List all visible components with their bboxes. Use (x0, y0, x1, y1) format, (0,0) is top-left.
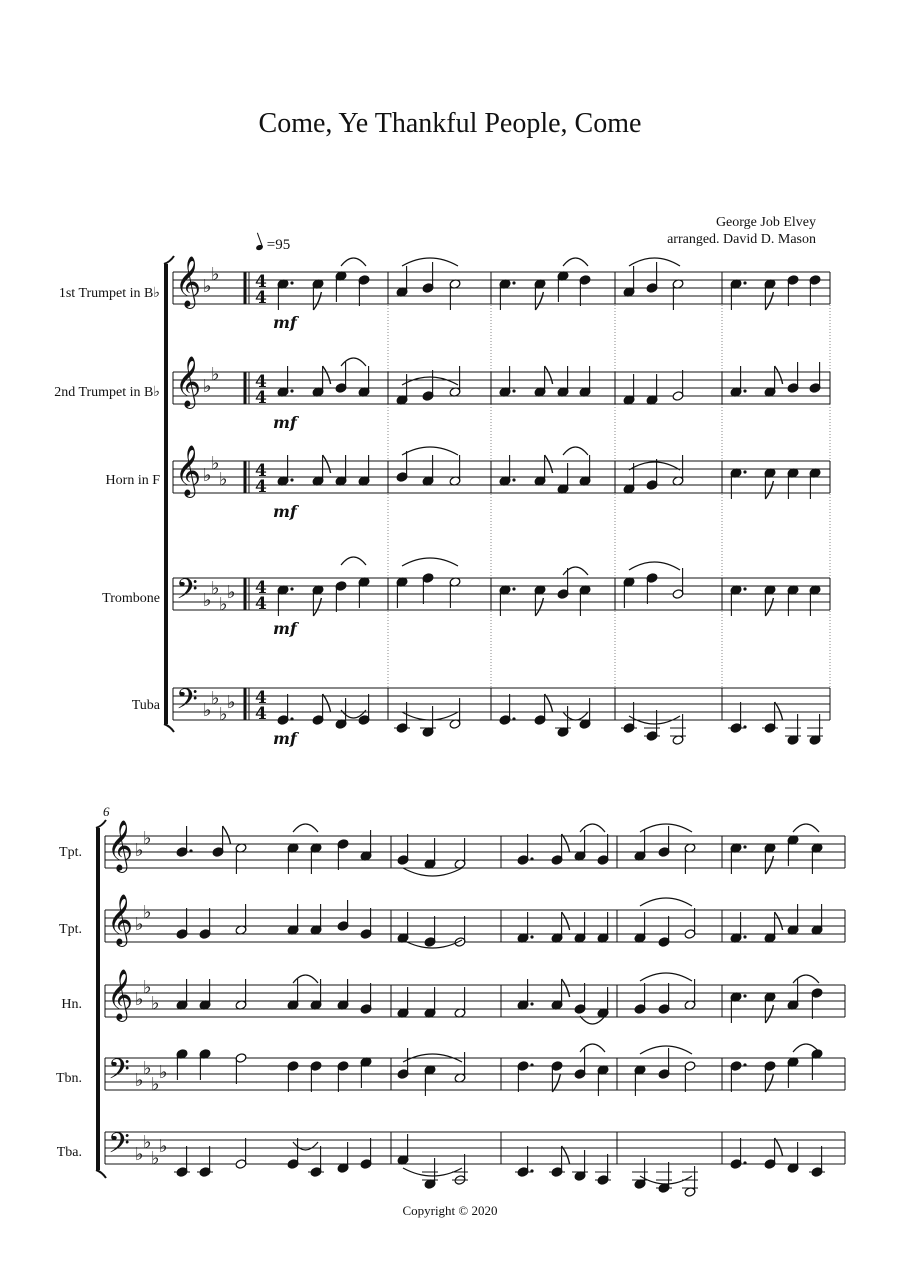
eighth-flag (323, 455, 331, 473)
eighth-flag (313, 292, 321, 310)
augmentation-dot (743, 470, 746, 473)
time-signature: 4 (255, 688, 267, 708)
slur (341, 557, 366, 565)
augmentation-dot (290, 717, 293, 720)
time-signature: 4 (255, 704, 267, 724)
eighth-flag (562, 979, 570, 997)
system-bracket (164, 256, 174, 264)
eighth-flag (765, 856, 773, 874)
flat-icon: ♭ (135, 840, 144, 861)
augmentation-dot (530, 935, 533, 938)
slur (629, 258, 680, 266)
slur (402, 447, 458, 455)
slur (293, 824, 318, 832)
slur (402, 377, 458, 385)
flat-icon: ♭ (143, 828, 152, 849)
flat-icon: ♭ (211, 578, 220, 599)
eighth-flag (765, 1005, 773, 1023)
flat-icon: ♭ (219, 704, 228, 725)
flat-icon: ♭ (203, 700, 212, 721)
flat-icon: ♭ (211, 688, 220, 709)
slur (563, 447, 588, 455)
flat-icon: ♭ (159, 1136, 168, 1157)
augmentation-dot (512, 587, 515, 590)
augmentation-dot (512, 478, 515, 481)
augmentation-dot (530, 857, 533, 860)
eighth-flag (545, 455, 553, 473)
slur (402, 558, 458, 566)
measure-number: 6 (103, 804, 110, 819)
slur (580, 1044, 605, 1052)
eighth-flag (313, 598, 321, 616)
slur (402, 258, 458, 266)
augmentation-dot (512, 717, 515, 720)
augmentation-dot (743, 587, 746, 590)
augmentation-dot (512, 389, 515, 392)
eighth-flag (765, 598, 773, 616)
eighth-flag (552, 1074, 560, 1092)
score-title: Come, Ye Thankful People, Come (258, 108, 642, 139)
instrument-label-tba: Tba. (56, 1145, 82, 1160)
eighth-flag (323, 694, 331, 712)
bass-clef-icon: 𝄢 (176, 573, 198, 613)
time-signature: 4 (255, 461, 267, 481)
time-signature: 4 (255, 578, 267, 598)
dynamic-marking: mf (273, 619, 297, 638)
augmentation-dot (743, 281, 746, 284)
slur (640, 1046, 692, 1054)
flat-icon: ♭ (219, 469, 228, 490)
flat-icon: ♭ (135, 1144, 144, 1165)
slur (563, 258, 588, 266)
eighth-flag (765, 1074, 773, 1092)
time-signature: 4 (255, 594, 267, 614)
flat-icon: ♭ (203, 465, 212, 486)
eighth-flag (765, 481, 773, 499)
flat-icon: ♭ (151, 1074, 160, 1095)
instrument-label-trombone: Trombone (102, 591, 160, 606)
bass-clef-icon: 𝄢 (108, 1127, 130, 1167)
instrument-label-tbn: Tbn. (55, 1071, 82, 1086)
flat-icon: ♭ (203, 590, 212, 611)
flat-icon: ♭ (143, 902, 152, 923)
eighth-flag (775, 366, 783, 384)
slur (793, 824, 819, 832)
flat-icon: ♭ (211, 264, 220, 285)
eighth-flag (562, 834, 570, 852)
augmentation-dot (743, 845, 746, 848)
eighth-flag (765, 292, 773, 310)
eighth-flag (562, 1146, 570, 1164)
slur (629, 562, 680, 570)
slur (640, 973, 692, 981)
instrument-label-trumpet-1: 1st Trumpet in B♭ (58, 286, 160, 301)
treble-clef-icon: 𝄞 (175, 356, 202, 407)
treble-clef-icon: 𝄞 (107, 820, 134, 871)
eighth-flag (775, 1138, 783, 1156)
time-signature: 4 (255, 272, 267, 292)
slur (793, 975, 819, 983)
time-signature: 4 (255, 288, 267, 308)
treble-clef-icon: 𝄞 (107, 894, 134, 945)
augmentation-dot (530, 1063, 533, 1066)
eighth-flag (562, 912, 570, 930)
eighth-flag (775, 912, 783, 930)
instrument-label-tpt-1: Tpt. (59, 845, 82, 860)
system-bracket (96, 1170, 106, 1178)
instrument-label-tuba: Tuba (131, 698, 160, 713)
augmentation-dot (743, 1063, 746, 1066)
arranger-credit: arranged. David D. Mason (667, 232, 816, 247)
instrument-label-horn: Horn in F (105, 473, 160, 488)
flat-icon: ♭ (203, 276, 212, 297)
eighth-flag (535, 598, 543, 616)
slur (640, 824, 692, 832)
flat-icon: ♭ (151, 993, 160, 1014)
flat-icon: ♭ (203, 376, 212, 397)
flat-icon: ♭ (227, 692, 236, 713)
augmentation-dot (530, 1002, 533, 1005)
dynamic-marking: mf (273, 413, 297, 432)
bass-clef-icon: 𝄢 (108, 1053, 130, 1093)
flat-icon: ♭ (135, 1070, 144, 1091)
slur (403, 868, 462, 876)
flat-icon: ♭ (151, 1148, 160, 1169)
slur (563, 712, 588, 720)
eighth-flag (323, 366, 331, 384)
time-signature: 4 (255, 477, 267, 497)
treble-clef-icon: 𝄞 (175, 256, 202, 307)
flat-icon: ♭ (211, 364, 220, 385)
augmentation-dot (743, 389, 746, 392)
eighth-flag (545, 694, 553, 712)
augmentation-dot (743, 935, 746, 938)
dynamic-marking: mf (273, 313, 297, 332)
augmentation-dot (743, 994, 746, 997)
augmentation-dot (290, 478, 293, 481)
slur (563, 567, 588, 575)
system-bracket (96, 820, 106, 828)
flat-icon: ♭ (143, 1132, 152, 1153)
slur (293, 975, 318, 983)
slur (640, 898, 692, 906)
flat-icon: ♭ (135, 914, 144, 935)
dynamic-marking: mf (273, 502, 297, 521)
treble-clef-icon: 𝄞 (175, 445, 202, 496)
copyright-notice: Copyright © 2020 (402, 1203, 498, 1218)
flat-icon: ♭ (211, 453, 220, 474)
time-signature: 4 (255, 388, 267, 408)
flat-icon: ♭ (143, 977, 152, 998)
bass-clef-icon: 𝄢 (176, 683, 198, 723)
instrument-label-trumpet-2: 2nd Trumpet in B♭ (54, 385, 160, 400)
augmentation-dot (743, 1161, 746, 1164)
augmentation-dot (290, 389, 293, 392)
slur (341, 258, 366, 266)
eighth-flag (535, 292, 543, 310)
slur (293, 1142, 318, 1150)
treble-clef-icon: 𝄞 (107, 969, 134, 1020)
flat-icon: ♭ (159, 1062, 168, 1083)
time-signature: 4 (255, 372, 267, 392)
composer-credit: George Job Elvey (715, 215, 816, 230)
flat-icon: ♭ (219, 594, 228, 615)
slur (341, 358, 366, 366)
slur (402, 712, 458, 720)
eighth-flag (545, 366, 553, 384)
dynamic-marking: mf (273, 729, 297, 748)
flat-icon: ♭ (227, 582, 236, 603)
instrument-label-hn: Hn. (61, 997, 82, 1012)
augmentation-dot (189, 849, 192, 852)
augmentation-dot (290, 281, 293, 284)
eighth-flag (223, 826, 231, 844)
eighth-flag (775, 702, 783, 720)
flat-icon: ♭ (143, 1058, 152, 1079)
slur (580, 824, 605, 832)
flat-icon: ♭ (135, 989, 144, 1010)
augmentation-dot (512, 281, 515, 284)
instrument-label-tpt-2: Tpt. (59, 922, 82, 937)
tempo-value: =95 (266, 237, 291, 253)
augmentation-dot (290, 587, 293, 590)
system-bracket (164, 724, 174, 732)
